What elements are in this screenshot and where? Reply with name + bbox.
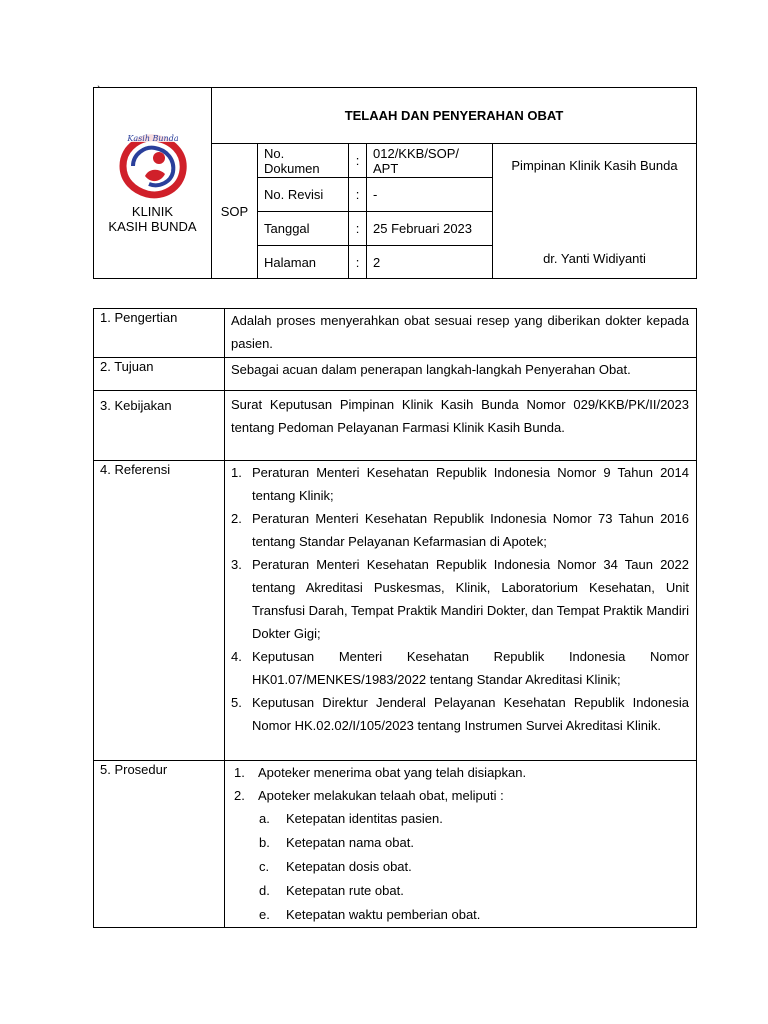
meta-value-no-dokumen: 012/KKB/SOP/ APT xyxy=(367,144,493,178)
telaah-sublist xyxy=(258,807,689,927)
section-label-pengertian: 1. Pengertian xyxy=(94,309,225,358)
meta-colon: : xyxy=(349,246,367,279)
list-item: e. Ketepatan waktu pemberian obat. xyxy=(259,907,481,922)
sop-content-table xyxy=(93,308,697,928)
table-row xyxy=(94,309,697,358)
meta-label-no-revisi: No. Revisi xyxy=(258,178,349,212)
referensi-list xyxy=(231,461,689,737)
tick-mark: ` xyxy=(97,85,101,97)
clinic-logo-cell xyxy=(94,85,212,279)
section-label-referensi: 4. Referensi xyxy=(94,461,225,761)
table-row xyxy=(94,358,697,391)
section-label-prosedur: 5. Prosedur xyxy=(94,761,225,928)
table-row xyxy=(94,461,697,761)
list-item: 2. Peraturan Menteri Kesehatan Republik Indonesia Nomor 73 Tahun 2016 tentang Standar Pelayanan Kefarmasian di Apotek; xyxy=(231,511,689,549)
section-prosedur xyxy=(225,761,697,928)
prosedur-list xyxy=(231,761,689,927)
section-label-kebijakan: 3. Kebijakan xyxy=(94,391,225,461)
signer-name: dr. Yanti Widiyanti xyxy=(543,251,646,266)
sop-label: SOP xyxy=(212,144,258,279)
list-item: 3. Peraturan Menteri Kesehatan Republik Indonesia Nomor 34 Taun 2022 tentang Akreditasi Puskesmas, Klinik, Laboratorium Kesehatan, Unit Transfusi Darah, Tempat Praktik Mandiri Dokter, dan Tempat Praktik Mandiri Dokter Gigi; xyxy=(231,557,689,641)
section-text-kebijakan: Surat Keputusan Pimpinan Klinik Kasih Bunda Nomor 029/KKB/PK/II/2023 tentang Pedoman Pelayanan Farmasi Klinik Kasih Bunda. xyxy=(225,391,697,461)
list-item: b. Ketepatan nama obat. xyxy=(259,835,414,850)
meta-value-no-revisi: - xyxy=(367,178,493,212)
meta-colon: : xyxy=(349,212,367,246)
list-item: 2. Apoteker melakukan telaah obat, meliputi : a. Ketepatan identitas pasien. b. Ketepatan nama obat. c. Ketepatan dosis obat. d. Ketepatan rute obat. e. Ketepatan waktu pemberian obat. xyxy=(231,784,689,927)
kasih-bunda-logo-icon xyxy=(115,132,191,200)
list-item: 1. Peraturan Menteri Kesehatan Republik Indonesia Nomor 9 Tahun 2014 tentang Klinik; xyxy=(231,465,689,503)
section-text-pengertian: Adalah proses menyerahkan obat sesuai resep yang diberikan dokter kepada pasien. xyxy=(225,309,697,358)
list-item: d. Ketepatan rute obat. xyxy=(259,883,404,898)
signer-title: Pimpinan Klinik Kasih Bunda xyxy=(511,158,678,173)
meta-label-no-dokumen: No. Dokumen xyxy=(258,144,349,178)
list-item: a. Ketepatan identitas pasien. xyxy=(259,811,443,826)
table-row xyxy=(94,391,697,461)
meta-value-halaman: 2 xyxy=(367,246,493,279)
section-referensi xyxy=(225,461,697,761)
list-item: 5. Keputusan Direktur Jenderal Pelayanan Kesehatan Republik Indonesia Nomor HK.02.02/I/105/2023 tentang Instrumen Survei Akreditasi Klinik. xyxy=(231,695,689,733)
logo-caption: Kasih Bunda xyxy=(126,134,179,143)
section-text-tujuan: Sebagai acuan dalam penerapan langkah-langkah Penyerahan Obat. xyxy=(225,358,697,391)
meta-label-tanggal: Tanggal xyxy=(258,212,349,246)
meta-colon: : xyxy=(349,144,367,178)
table-row xyxy=(94,761,697,928)
meta-value-tanggal: 25 Februari 2023 xyxy=(367,212,493,246)
meta-label-halaman: Halaman xyxy=(258,246,349,279)
signature-cell xyxy=(493,144,697,279)
list-item: c. Ketepatan dosis obat. xyxy=(259,859,412,874)
document-title: TELAAH DAN PENYERAHAN OBAT xyxy=(212,88,697,144)
list-item: 1. Apoteker menerima obat yang telah disiapkan. xyxy=(234,765,527,780)
clinic-name: KLINIK KASIH BUNDA xyxy=(108,204,197,234)
section-label-tujuan: 2. Tujuan xyxy=(94,358,225,391)
sop-header-table xyxy=(93,87,697,279)
list-item: 4. Keputusan Menteri Kesehatan Republik Indonesia Nomor HK01.07/MENKES/1983/2022 tentang Standar Akreditasi Klinik; xyxy=(231,649,689,687)
meta-colon: : xyxy=(349,178,367,212)
